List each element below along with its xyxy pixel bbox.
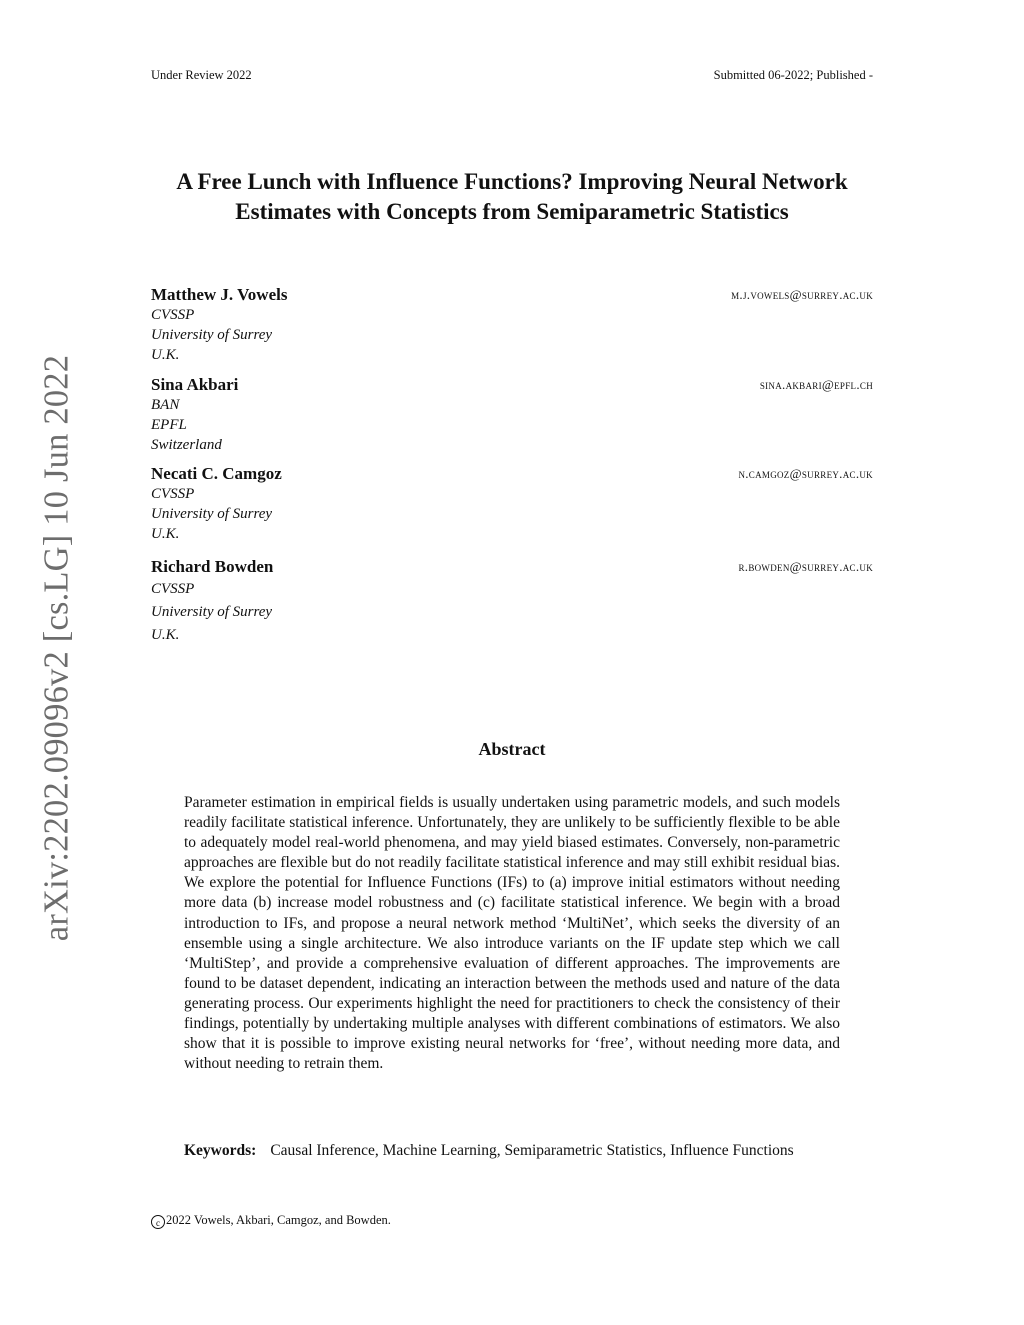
- abstract-heading: Abstract: [478, 739, 546, 759]
- author-block: [151, 464, 873, 544]
- author-affiliation: CVSSP: [151, 486, 195, 502]
- running-header-left: Under Review 2022: [151, 68, 252, 82]
- author-affiliation: EPFL: [151, 417, 187, 433]
- author-affiliation: BAN: [151, 397, 180, 413]
- author-name: Matthew J. Vowels: [151, 285, 288, 304]
- author-affiliation: U.K.: [151, 627, 180, 643]
- abstract-text: Parameter estimation in empirical fields is usually undertaken using parametric models, and such models readily facilitate statistical inference. Unfortunately, they are unlikely to be sufficiently flexible to be able to adequately model real-world phenomena, and may yield biased estimates. Conversely, non-parametric approaches are flexible but do not readily facilitate statistical inference and may still exhibit residual bias. We explore the potential for Influence Functions (IFs) to (a) improve initial estimators without needing more data (b) increase model robustness and (c) facilitate statistical inference. We begin with a broad introduction to IFs, and propose a neural network method ‘MultiNet’, which seeks the diversity of an ensemble using a single architecture. We also introduce variants on the IF update step which we call ‘MultiStep’, and provide a comprehensive evaluation of different approaches. The improvements are found to be dataset dependent, indicating an interaction between the methods used and nature of the data generating process. Our experiments highlight the need for practitioners to check the consistency of their findings, potentially by undertaking multiple analyses with different combinations of estimators. We also show that it is possible to improve existing neural networks for ‘free’, without needing more data, and without needing to retrain them.: [184, 794, 840, 1073]
- paper-title: A Free Lunch with Influence Functions? Improving Neural Network Estimates with Concepts from Semiparametric Statistics: [176, 169, 848, 224]
- author-affiliation: University of Surrey: [151, 506, 273, 522]
- author-affiliation: University of Surrey: [151, 604, 273, 620]
- keywords-text: Causal Inference, Machine Learning, Semiparametric Statistics, Influence Functions: [270, 1142, 794, 1159]
- running-header-right: Submitted 06-2022; Published -: [713, 68, 873, 82]
- author-block: [151, 375, 873, 455]
- copyright-icon: c: [151, 1215, 165, 1229]
- author-email: n.camgoz@surrey.ac.uk: [738, 466, 873, 481]
- author-affiliation: CVSSP: [151, 307, 195, 323]
- author-block: [151, 557, 873, 645]
- author-name: Necati C. Camgoz: [151, 464, 282, 483]
- keywords: [184, 1141, 840, 1161]
- author-affiliation: University of Surrey: [151, 327, 273, 343]
- author-name: Sina Akbari: [151, 375, 239, 394]
- author-affiliation: U.K.: [151, 347, 180, 363]
- arxiv-side-stamp: arXiv:2202.09096v2 [cs.LG] 10 Jun 2022: [37, 354, 76, 942]
- author-email: m.j.vowels@surrey.ac.uk: [731, 287, 873, 302]
- copyright-text: 2022 Vowels, Akbari, Camgoz, and Bowden.: [166, 1213, 391, 1227]
- author-email: sina.akbari@epfl.ch: [759, 377, 873, 392]
- author-email: r.bowden@surrey.ac.uk: [738, 559, 873, 574]
- author-affiliation: CVSSP: [151, 581, 195, 597]
- copyright-notice: [151, 1213, 391, 1229]
- author-affiliation: U.K.: [151, 526, 180, 542]
- author-name: Richard Bowden: [151, 557, 274, 576]
- author-block: [151, 285, 873, 365]
- keywords-label: Keywords:: [184, 1142, 257, 1159]
- author-affiliation: Switzerland: [151, 437, 222, 453]
